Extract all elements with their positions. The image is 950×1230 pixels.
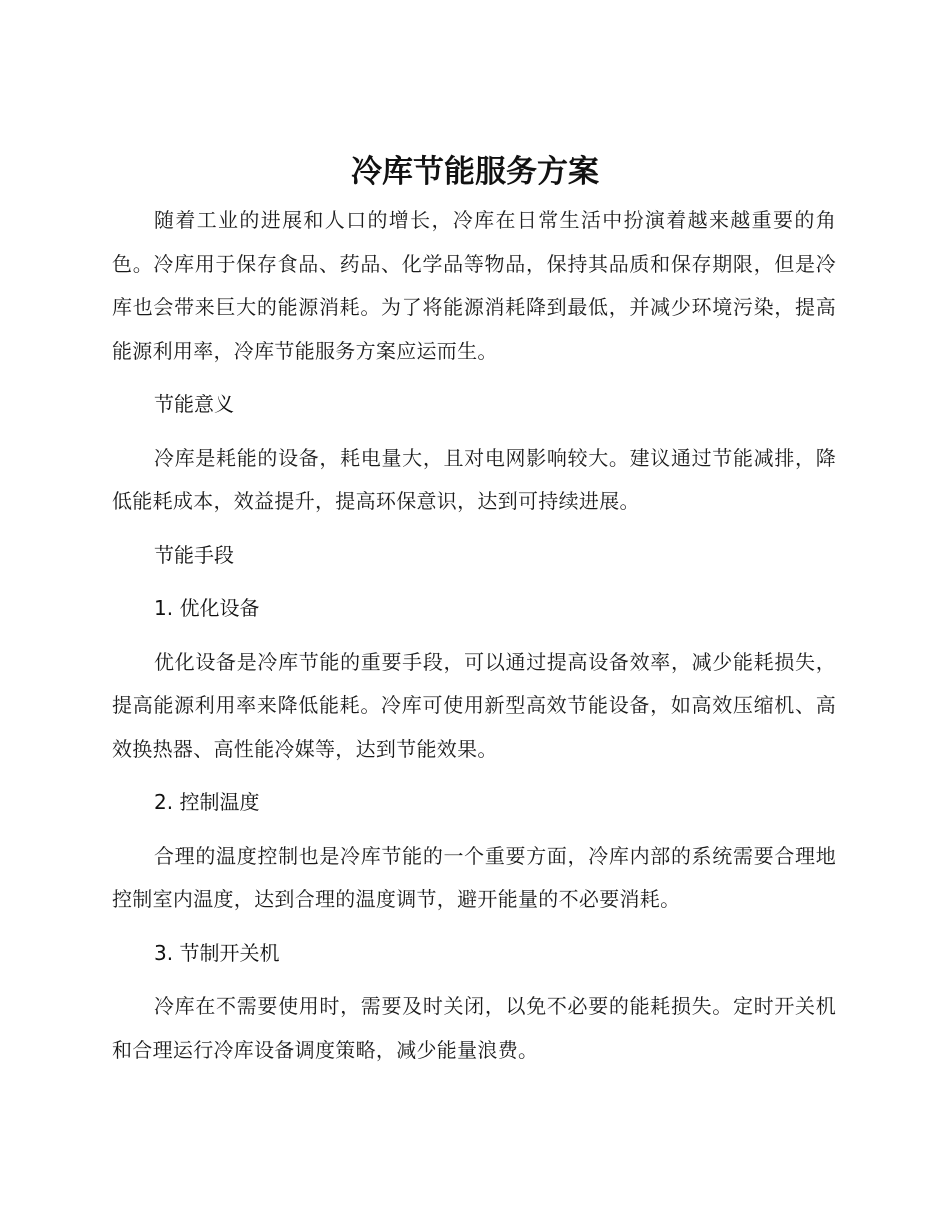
document-body xyxy=(112,199,836,1072)
significance-paragraph: 冷库是耗能的设备，耗电量大，且对电网影响较大。建议通过节能减排，降低能耗成本，效益提升，提高环保意识，达到可持续进展。 xyxy=(112,445,836,513)
optimize-equipment-paragraph: 优化设备是冷库节能的重要手段，可以通过提高设备效率，减少能耗损失，提高能源利用率来降低能耗。冷库可使用新型高效节能设备，如高效压缩机、高效换热器、高性能冷媒等，达到节能效果。 xyxy=(112,649,836,761)
document-title: 冷库节能服务方案 xyxy=(351,154,599,190)
subheading-optimize-equipment: 1. 优化设备 xyxy=(154,596,260,620)
temperature-control-paragraph: 合理的温度控制也是冷库节能的一个重要方面，冷库内部的系统需要合理地控制室内温度，达到合理的温度调节，避开能量的不必要消耗。 xyxy=(112,843,836,911)
power-switching-paragraph: 冷库在不需要使用时，需要及时关闭，以免不必要的能耗损失。定时开关机和合理运行冷库设备调度策略，减少能量浪费。 xyxy=(112,994,836,1062)
section-heading-methods: 节能手段 xyxy=(154,542,234,567)
subheading-temperature-control: 2. 控制温度 xyxy=(154,790,260,814)
section-heading-significance: 节能意义 xyxy=(154,392,234,416)
subheading-power-switching: 3. 节制开关机 xyxy=(154,940,280,965)
intro-paragraph: 随着工业的进展和人口的增长，冷库在日常生活中扮演着越来越重要的角色。冷库用于保存食品、药品、化学品等物品，保持其品质和保存期限，但是冷库也会带来巨大的能源消耗。为了将能源消耗降到最低，并减少环境污染，提高能源利用率，冷库节能服务方案应运而生。 xyxy=(112,208,836,363)
